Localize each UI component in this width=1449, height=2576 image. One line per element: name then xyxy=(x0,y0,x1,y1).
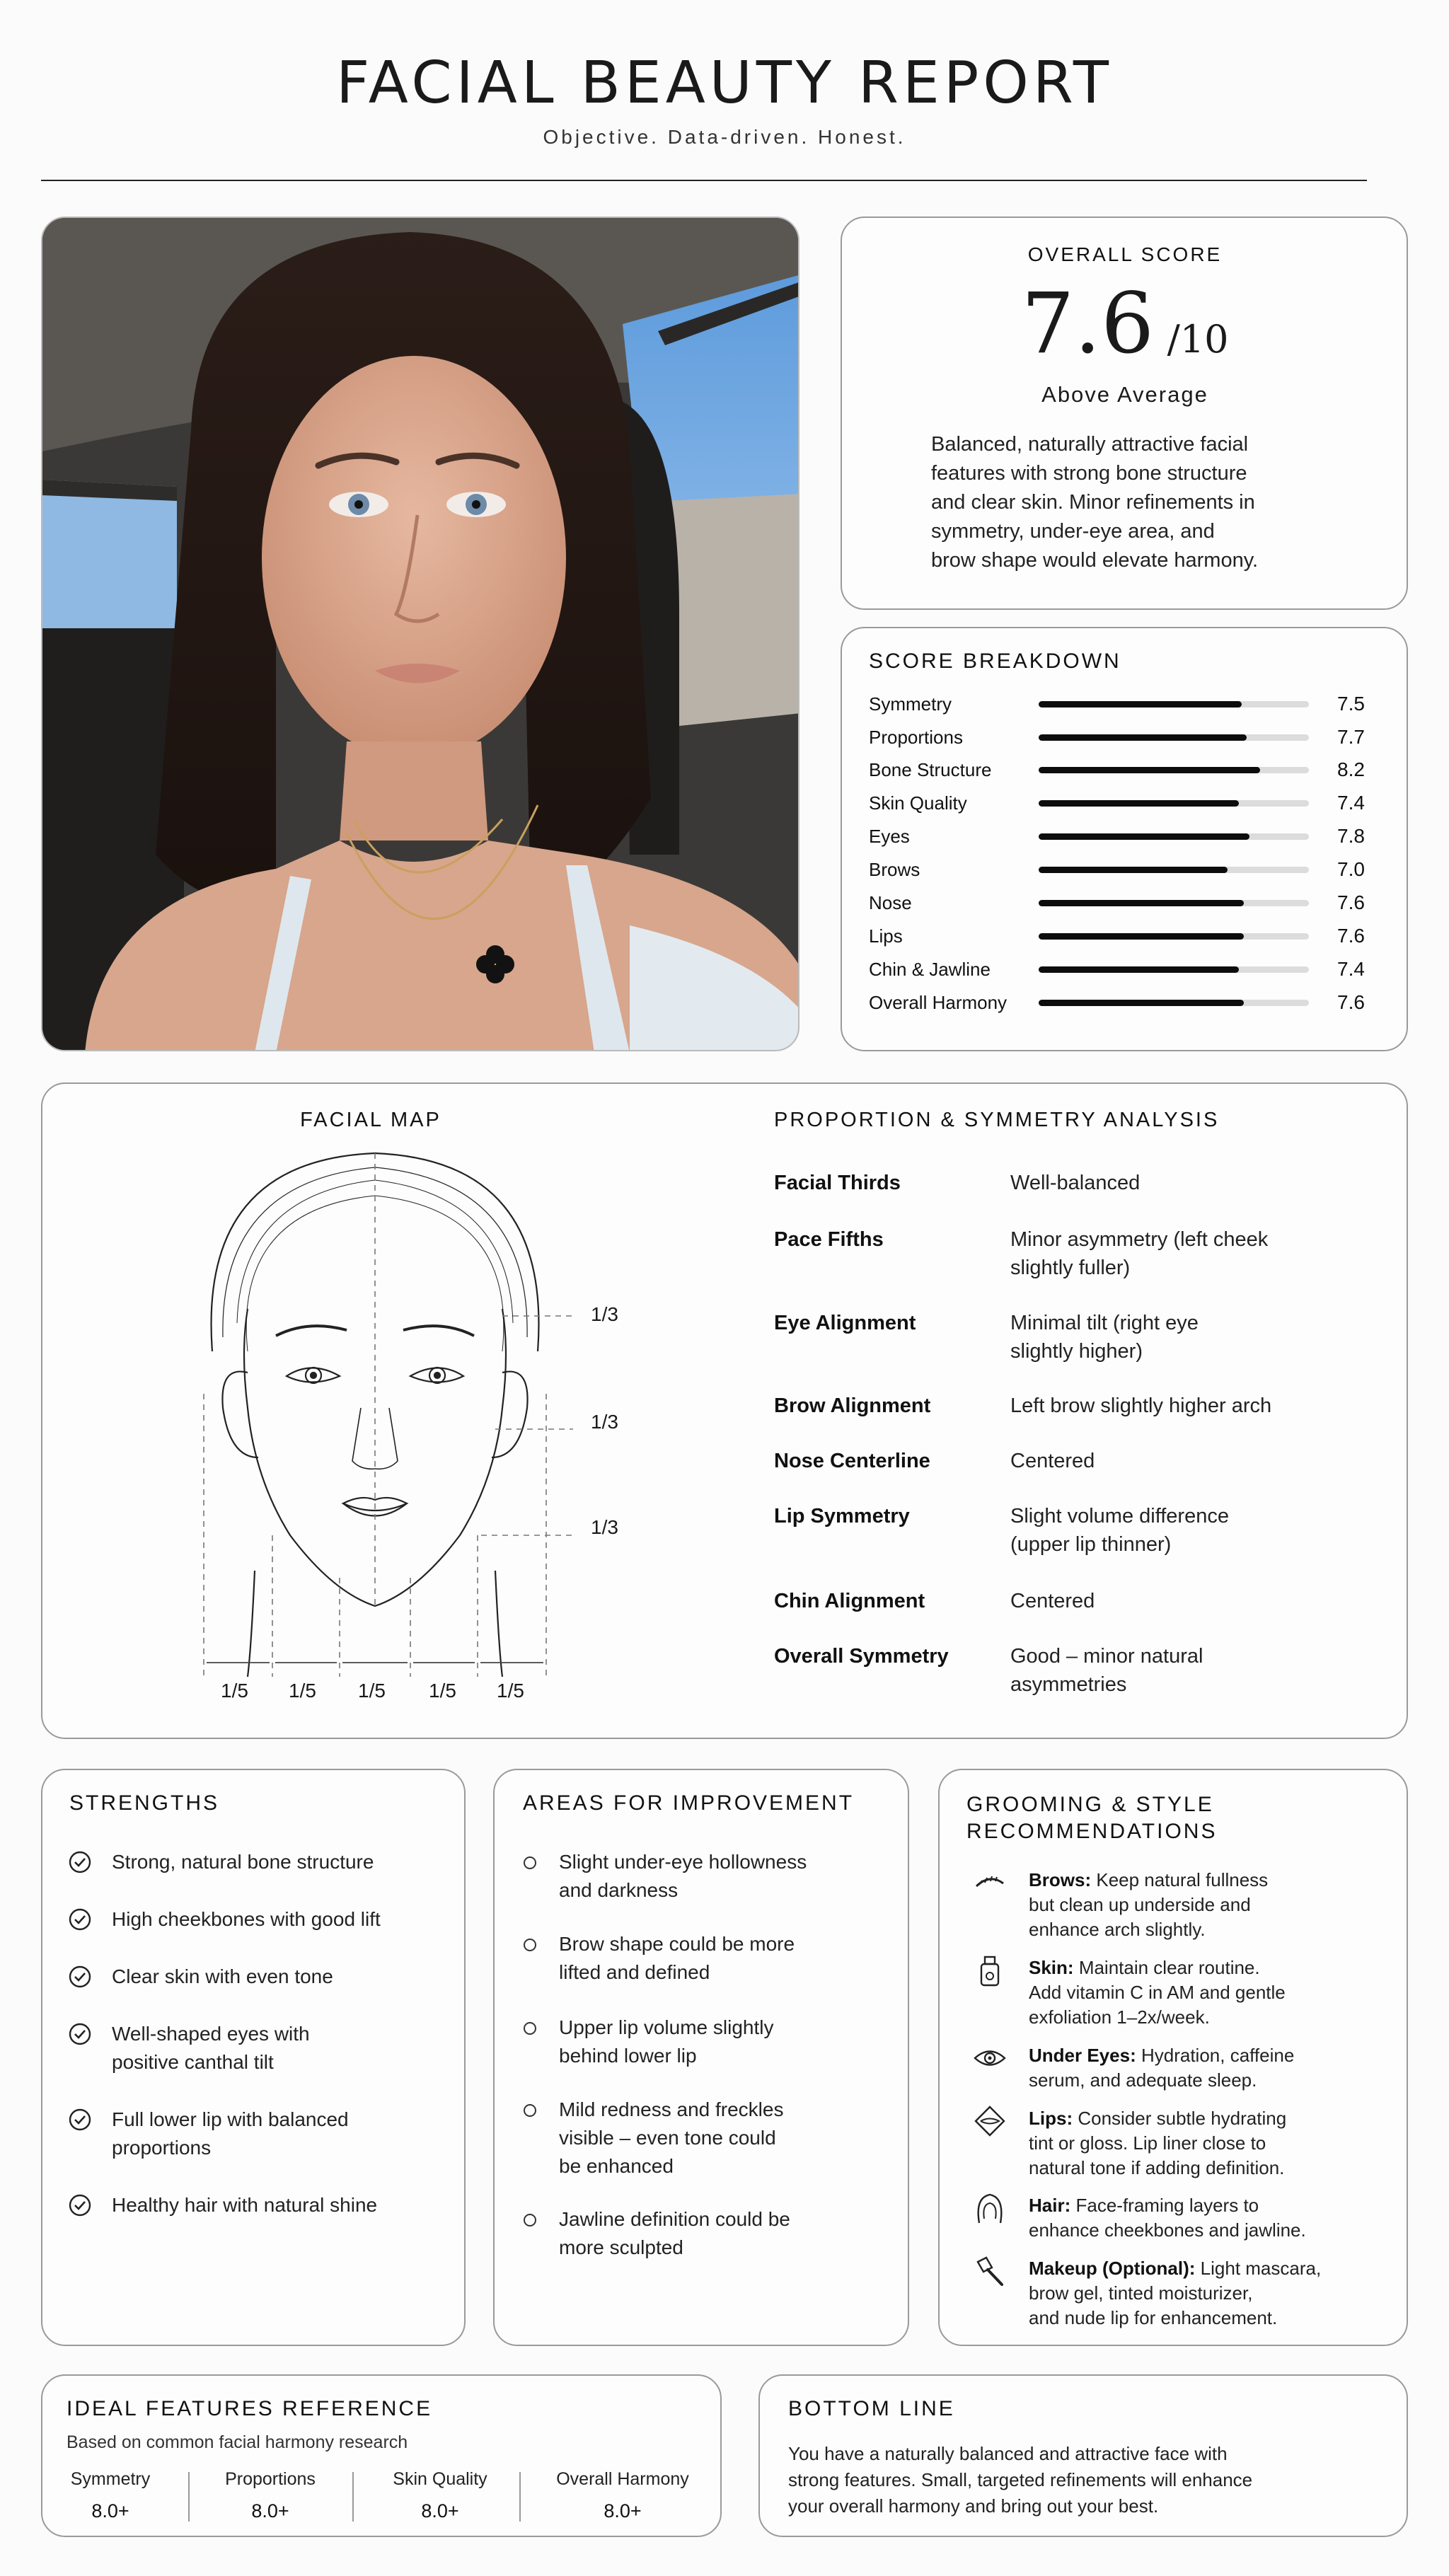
bullet-circle-icon xyxy=(524,2022,536,2035)
analysis-value-line: Slight volume difference xyxy=(1010,1505,1229,1527)
grooming-line: and nude lip for enhancement. xyxy=(1029,2307,1278,2328)
analysis-value xyxy=(1010,1642,1336,1699)
strength-line: Well-shaped eyes with xyxy=(112,2023,310,2045)
score-bar-fill xyxy=(1039,767,1260,773)
fifth-label-4: 1/5 xyxy=(429,1680,456,1702)
improvement-line: be enhanced xyxy=(559,2155,674,2177)
bottom-line-heading: BOTTOM LINE xyxy=(788,2397,955,2420)
analysis-value-line: Good – minor natural xyxy=(1010,1645,1203,1668)
grooming-item xyxy=(1029,2043,1361,2093)
check-circle-icon xyxy=(68,2022,92,2046)
overall-score-card xyxy=(841,216,1408,610)
header-divider xyxy=(41,180,1367,181)
grooming-first-line xyxy=(1029,2106,1361,2131)
strength-line: Clear skin with even tone xyxy=(112,1965,333,1987)
analysis-label: Eye Alignment xyxy=(774,1312,916,1334)
improvement-item xyxy=(559,2014,891,2070)
analysis-value xyxy=(1010,1309,1336,1365)
score-row xyxy=(842,886,1407,919)
score-row xyxy=(842,853,1407,886)
score-row xyxy=(842,753,1407,786)
score-label: Eyes xyxy=(869,826,910,847)
strength-item xyxy=(112,1963,451,1991)
grooming-item xyxy=(1029,2256,1361,2330)
bullet-circle-icon xyxy=(524,1856,536,1869)
analysis-value-line: Minor asymmetry (left cheek xyxy=(1010,1228,1269,1251)
grooming-line: brow gel, tinted moisturizer, xyxy=(1029,2282,1253,2304)
lips-icon xyxy=(972,2103,1008,2139)
score-bar-fill xyxy=(1039,833,1249,840)
improvement-item xyxy=(559,2096,891,2181)
ideal-val-skin-quality: 8.0+ xyxy=(421,2500,459,2522)
grooming-line: Maintain clear routine. xyxy=(1078,1957,1260,1978)
strength-line: positive canthal tilt xyxy=(112,2051,274,2073)
score-bar-track xyxy=(1039,800,1309,807)
score-row xyxy=(842,721,1407,753)
analysis-label: Pace Fifths xyxy=(774,1228,884,1251)
score-row xyxy=(842,953,1407,986)
analysis-label: Lip Symmetry xyxy=(774,1505,910,1527)
analysis-value-line: Centered xyxy=(1010,1590,1095,1612)
skincare-bottle-icon xyxy=(972,1953,1008,1988)
score-value: 7.4 xyxy=(1337,792,1365,814)
overall-score-number: 7.6 xyxy=(1021,275,1155,372)
score-value: 7.0 xyxy=(1337,858,1365,880)
strength-item xyxy=(112,2020,451,2077)
score-value: 7.6 xyxy=(1337,925,1365,947)
score-row xyxy=(842,986,1407,1019)
score-label: Chin & Jawline xyxy=(869,959,991,980)
analysis-value-line: asymmetries xyxy=(1010,1673,1127,1696)
strength-line: Strong, natural bone structure xyxy=(112,1851,374,1873)
score-label: Nose xyxy=(869,892,912,913)
eye-icon xyxy=(972,2040,1008,2076)
fifth-label-2: 1/5 xyxy=(289,1680,316,1702)
overall-summary: Balanced, naturally attractive facial features with strong bone structure and clear skin. Minor refinements in symmetry, under-eye area, and brow shape would elevate harmony. xyxy=(931,433,1259,572)
facial-map-heading: FACIAL MAP xyxy=(300,1109,441,1131)
grooming-item xyxy=(1029,1956,1361,2030)
score-row xyxy=(842,920,1407,952)
grooming-first-line xyxy=(1029,2193,1361,2218)
hair-icon xyxy=(972,2190,1008,2226)
improvement-line: Slight under-eye hollowness xyxy=(559,1851,807,1873)
grooming-first-line xyxy=(1029,2043,1361,2068)
makeup-brush-icon xyxy=(972,2253,1008,2289)
grooming-line: Hydration, caffeine xyxy=(1141,2045,1295,2066)
grooming-item-title: Makeup (Optional): xyxy=(1029,2258,1196,2279)
overall-score-scale: /10 xyxy=(1167,317,1229,362)
overall-score-heading: OVERALL SCORE xyxy=(1027,243,1223,265)
score-bar-fill xyxy=(1039,800,1239,807)
grooming-item-title: Lips: xyxy=(1029,2108,1073,2129)
score-value: 8.2 xyxy=(1337,758,1365,780)
grooming-line: Consider subtle hydrating xyxy=(1078,2108,1287,2129)
grooming-line: enhance cheekbones and jawline. xyxy=(1029,2219,1306,2241)
score-label: Brows xyxy=(869,859,920,880)
score-breakdown-card xyxy=(841,627,1408,1051)
ideal-col-proportions: Proportions xyxy=(225,2469,316,2489)
analysis-label: Chin Alignment xyxy=(774,1590,925,1612)
grooming-item-title: Hair: xyxy=(1029,2195,1071,2216)
score-bar-track xyxy=(1039,1000,1309,1006)
improvement-line: Jawline definition could be xyxy=(559,2208,790,2230)
ideal-col-symmetry: Symmetry xyxy=(70,2469,151,2489)
fifth-label-5: 1/5 xyxy=(497,1680,524,1702)
ideal-subheading: Based on common facial harmony research xyxy=(67,2432,408,2452)
ideal-divider xyxy=(519,2472,521,2522)
grooming-line: natural tone if adding definition. xyxy=(1029,2157,1285,2178)
score-row xyxy=(842,820,1407,853)
grooming-item-title: Under Eyes: xyxy=(1029,2045,1136,2066)
score-bar-track xyxy=(1039,966,1309,973)
improvements-heading: AREAS FOR IMPROVEMENT xyxy=(523,1791,855,1815)
grooming-line: serum, and adequate sleep. xyxy=(1029,2069,1257,2091)
ideal-heading: IDEAL FEATURES REFERENCE xyxy=(67,2397,433,2420)
grooming-line: Keep natural fullness xyxy=(1096,1869,1269,1890)
score-row xyxy=(842,688,1407,720)
score-label: Skin Quality xyxy=(869,792,967,814)
analysis-value-line: Well-balanced xyxy=(1010,1172,1141,1194)
analysis-value-line: Minimal tilt (right eye xyxy=(1010,1312,1199,1334)
score-label: Lips xyxy=(869,925,903,947)
improvement-line: Mild redness and freckles xyxy=(559,2098,784,2120)
analysis-value xyxy=(1010,1502,1336,1559)
analysis-heading: PROPORTION & SYMMETRY ANALYSIS xyxy=(774,1109,1220,1131)
analysis-label: Nose Centerline xyxy=(774,1450,930,1472)
score-value: 7.5 xyxy=(1337,693,1365,715)
brow-icon xyxy=(972,1865,1008,1900)
grooming-item xyxy=(1029,2106,1361,2181)
score-value: 7.6 xyxy=(1337,891,1365,913)
grooming-line: Add vitamin C in AM and gentle xyxy=(1029,1982,1286,2003)
overall-score-value-row xyxy=(842,275,1408,372)
analysis-label: Facial Thirds xyxy=(774,1172,901,1194)
improvement-line: and darkness xyxy=(559,1879,679,1901)
grooming-line: but clean up underside and xyxy=(1029,1894,1251,1915)
analysis-value xyxy=(1010,1225,1336,1282)
ideal-col-overall-harmony: Overall Harmony xyxy=(556,2469,689,2489)
score-value: 7.7 xyxy=(1337,726,1365,748)
grooming-first-line xyxy=(1029,1956,1361,1980)
grooming-line: enhance arch slightly. xyxy=(1029,1919,1206,1940)
analysis-value-line: slightly higher) xyxy=(1010,1340,1143,1363)
strength-line: High cheekbones with good lift xyxy=(112,1908,381,1930)
report-title: FACIAL BEAUTY REPORT xyxy=(336,50,1113,117)
grooming-item xyxy=(1029,1868,1361,1942)
third-label-upper: 1/3 xyxy=(591,1303,618,1325)
score-label: Overall Harmony xyxy=(869,992,1008,1013)
portrait-photo xyxy=(41,216,799,1051)
grooming-line: exfoliation 1–2x/week. xyxy=(1029,2006,1210,2028)
score-bar-fill xyxy=(1039,734,1247,741)
analysis-value xyxy=(1010,1169,1336,1197)
bullet-circle-icon xyxy=(524,2214,536,2226)
score-value: 7.4 xyxy=(1337,958,1365,980)
improvement-line: behind lower lip xyxy=(559,2045,697,2067)
strength-line: Full lower lip with balanced xyxy=(112,2108,349,2130)
improvement-item xyxy=(559,2205,891,2262)
score-bar-fill xyxy=(1039,867,1228,873)
score-bar-track xyxy=(1039,933,1309,940)
check-circle-icon xyxy=(68,1850,92,1874)
grooming-line: Face-framing layers to xyxy=(1075,2195,1259,2216)
analysis-value-line: Left brow slightly higher arch xyxy=(1010,1394,1272,1417)
score-row xyxy=(842,787,1407,819)
strength-item xyxy=(112,1905,451,1934)
improvement-line: lifted and defined xyxy=(559,1961,710,1983)
bullet-circle-icon xyxy=(524,1939,536,1951)
check-circle-icon xyxy=(68,2193,92,2217)
score-label: Symmetry xyxy=(869,693,952,715)
score-label: Bone Structure xyxy=(869,759,992,780)
score-value: 7.8 xyxy=(1337,825,1365,847)
score-bar-track xyxy=(1039,767,1309,773)
score-bar-fill xyxy=(1039,966,1239,973)
analysis-value-line: Centered xyxy=(1010,1450,1095,1472)
analysis-value-line: (upper lip thinner) xyxy=(1010,1533,1172,1556)
analysis-value xyxy=(1010,1392,1336,1420)
score-bar-fill xyxy=(1039,701,1242,707)
grooming-item-title: Skin: xyxy=(1029,1957,1074,1978)
strength-item xyxy=(112,2106,451,2162)
ideal-val-proportions: 8.0+ xyxy=(251,2500,289,2522)
improvement-item xyxy=(559,1848,891,1905)
strengths-heading: STRENGTHS xyxy=(69,1791,220,1815)
analysis-label: Brow Alignment xyxy=(774,1394,931,1417)
improvement-line: Brow shape could be more xyxy=(559,1933,795,1955)
analysis-value xyxy=(1010,1447,1336,1475)
bullet-circle-icon xyxy=(524,2104,536,2117)
ideal-divider xyxy=(352,2472,354,2522)
score-bar-fill xyxy=(1039,1000,1244,1006)
grooming-line: Light mascara, xyxy=(1200,2258,1322,2279)
grooming-item xyxy=(1029,2193,1361,2243)
third-label-middle: 1/3 xyxy=(591,1411,618,1433)
grooming-line: tint or gloss. Lip liner close to xyxy=(1029,2132,1266,2154)
score-bar-track xyxy=(1039,701,1309,707)
report-subtitle: Objective. Data-driven. Honest. xyxy=(543,126,906,148)
improvement-line: visible – even tone could xyxy=(559,2127,776,2149)
score-value: 7.6 xyxy=(1337,991,1365,1013)
grooming-first-line xyxy=(1029,1868,1361,1893)
ideal-val-symmetry: 8.0+ xyxy=(91,2500,129,2522)
score-bar-fill xyxy=(1039,933,1244,940)
check-circle-icon xyxy=(68,1907,92,1931)
score-bar-track xyxy=(1039,734,1309,741)
check-circle-icon xyxy=(68,1965,92,1989)
improvement-line: Upper lip volume slightly xyxy=(559,2016,774,2038)
analysis-value-line: slightly fuller) xyxy=(1010,1257,1131,1279)
portrait-illustration xyxy=(42,218,799,1051)
ideal-divider xyxy=(188,2472,190,2522)
fifth-label-3: 1/5 xyxy=(358,1680,386,1702)
third-label-lower: 1/3 xyxy=(591,1516,618,1538)
score-breakdown-heading: SCORE BREAKDOWN xyxy=(869,649,1121,673)
score-bar-track xyxy=(1039,900,1309,906)
analysis-label: Overall Symmetry xyxy=(774,1645,949,1668)
bottom-line-text: You have a naturally balanced and attractive face with strong features. Small, targeted refinements will enhance your overall harmony and bring out your best. xyxy=(788,2443,1253,2517)
overall-rating: Above Average xyxy=(1041,382,1208,407)
score-bar-track xyxy=(1039,867,1309,873)
score-label: Proportions xyxy=(869,727,963,748)
score-bar-fill xyxy=(1039,900,1244,906)
strength-item xyxy=(112,2191,451,2219)
score-bar-track xyxy=(1039,833,1309,840)
grooming-first-line xyxy=(1029,2256,1361,2281)
grooming-heading: GROOMING & STYLE RECOMMENDATIONS xyxy=(966,1793,1218,1843)
check-circle-icon xyxy=(68,2108,92,2132)
strength-item xyxy=(112,1848,451,1876)
improvement-item xyxy=(559,1930,891,1987)
improvement-line: more sculpted xyxy=(559,2236,683,2258)
bottom-line-card xyxy=(758,2374,1408,2537)
fifth-label-1: 1/5 xyxy=(221,1680,248,1702)
ideal-val-overall-harmony: 8.0+ xyxy=(604,2500,642,2522)
grooming-item-title: Brows: xyxy=(1029,1869,1092,1890)
ideal-col-skin-quality: Skin Quality xyxy=(393,2469,487,2489)
strength-line: Healthy hair with natural shine xyxy=(112,2194,378,2216)
analysis-value xyxy=(1010,1587,1336,1615)
strength-line: proportions xyxy=(112,2137,212,2159)
